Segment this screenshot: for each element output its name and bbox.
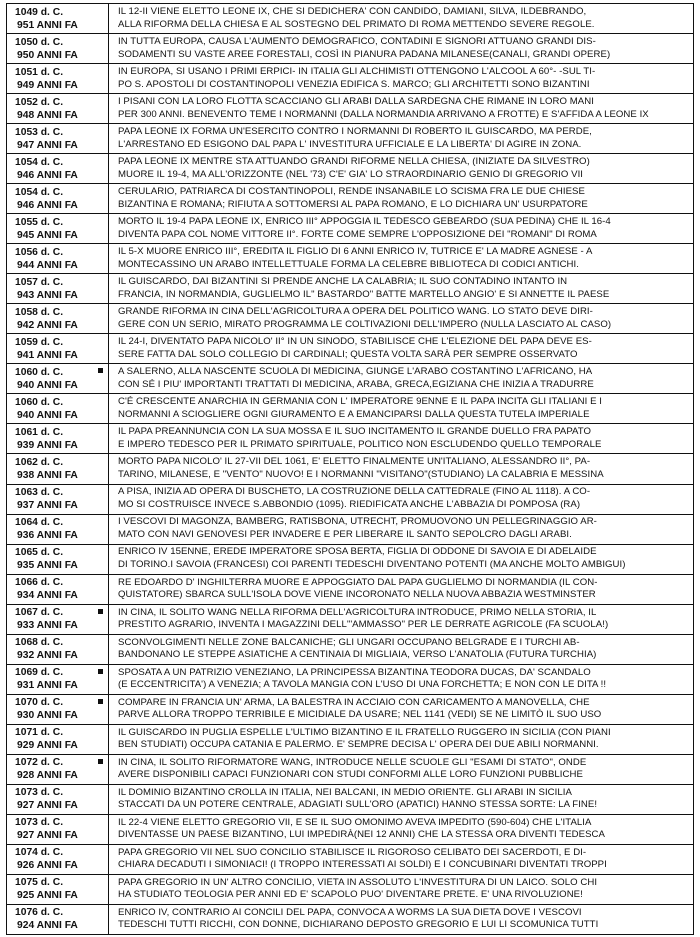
event-text	[109, 34, 693, 63]
years-ago-label: 939 ANNI FA	[17, 439, 78, 451]
date-cell	[7, 545, 109, 574]
year-label: 1076 d. C.	[15, 907, 64, 919]
year-label: 1049 d. C.	[15, 6, 64, 18]
chronology-table	[6, 3, 694, 935]
event-line: IL 12-II VIENE ELETTO LEONE IX, CHE SI DEDICHERA' CON CANDIDO, DAMIANI, SILVA, ILDEBRANDO,	[118, 5, 587, 17]
event-line: NORMANNI A SCIOGLIERE OGNI GIURAMENTO E A EMANCIPARSI DALLA QUESTA TUTELA IMPERIALE	[118, 408, 590, 420]
event-line: PAPA GREGORIO IN UN' ALTRO CONCILIO, VIETA IN ASSOLUTO L'INVESTITURA DI UN LAICO. SOLO CHI	[118, 876, 598, 888]
event-line: RE EDOARDO D' INGHILTERRA MUORE E APPOGGIATO DAL PAPA GUGLIELMO DI NORMANDIA (IL CON-	[118, 576, 598, 588]
year-label: 1063 d. C.	[15, 487, 64, 499]
date-cell	[7, 154, 109, 183]
event-text	[109, 244, 693, 273]
year-label: 1069 d. C.	[15, 667, 64, 679]
year-label: 1062 d. C.	[15, 456, 64, 468]
years-ago-label: 941 ANNI FA	[17, 349, 78, 361]
event-line: MO SI COSTRUISCE INVECE S.ABBONDIO (1095). RIEDIFICATA ANCHE L'ABBAZIA DI POMPOSA (RA)	[118, 499, 581, 511]
years-ago-label: 931 ANNI FA	[17, 680, 78, 692]
years-ago-label: 945 ANNI FA	[17, 229, 78, 241]
year-label: 1068 d. C.	[15, 637, 64, 649]
event-line: FRANCIA, IN NORMANDIA, GUGLIELMO IL" BASTARDO" BATTE MARTELLO ANGIO' E SI ANNETTE IL PAESE	[118, 288, 610, 300]
year-label: 1065 d. C.	[15, 547, 64, 559]
event-line: PER 300 ANNI. BENEVENTO TEME I NORMANNI (DALLA NORMANDIA ARRIVANO A FROTTE) E S'AFFIDA A LEONE IX	[118, 108, 649, 120]
years-ago-label: 948 ANNI FA	[17, 109, 78, 121]
event-text	[109, 785, 693, 814]
year-label: 1050 d. C.	[15, 36, 64, 48]
table-row	[7, 424, 693, 454]
event-text	[109, 184, 693, 213]
event-line: IN CINA, IL SOLITO RIFORMATORE WANG, INTRODUCE NELLE SCUOLE GLI "ESAMI DI STATO", ONDE	[118, 756, 587, 768]
event-line: IL GUISCARDO, DAI BIZANTINI SI PRENDE ANCHE LA CALABRIA; IL SUO CONTADINO INTANTO IN	[118, 276, 568, 288]
event-line: PAPA LEONE IX MENTRE STA ATTUANDO GRANDI RIFORME NELLA CHIESA, (INIZIATE DA SILVESTRO)	[118, 156, 590, 168]
year-label: 1073 d. C.	[15, 817, 64, 829]
event-line: MUORE IL 19-4, MA ALL'ORIZZONTE (NEL '73) C'E' GIA' LO STRAORDINARIO GENIO DI GREGORIO VII	[118, 168, 584, 180]
date-cell	[7, 304, 109, 333]
year-label: 1053 d. C.	[15, 126, 64, 138]
table-row	[7, 94, 693, 124]
date-cell	[7, 755, 109, 784]
date-cell	[7, 695, 109, 724]
year-label: 1064 d. C.	[15, 517, 64, 529]
event-line: IL GUISCARDO IN PUGLIA ESPELLE L'ULTIMO BIZANTINO E IL FRATELLO RUGGERO IN SICILIA (CON PIANI	[118, 726, 611, 738]
years-ago-label: 937 ANNI FA	[17, 500, 78, 512]
date-cell	[7, 785, 109, 814]
year-label: 1075 d. C.	[15, 877, 64, 889]
year-label: 1072 d. C.	[15, 757, 64, 769]
date-cell	[7, 424, 109, 453]
years-ago-label: 924 ANNI FA	[17, 920, 78, 932]
event-line: PARVE ALLORA TROPPO TERRIBILE E MICIDIALE DA USARE; NEL 1141 (VEDI) SE NE LIMITÒ IL SUO USO	[118, 709, 602, 721]
table-row	[7, 845, 693, 875]
event-line: BANDONANO LE STEPPE ASIATICHE A CENTINAIA DI MIGLIAIA, VERSO L'ANATOLIA (FUTURA TURCHIA)	[118, 649, 597, 661]
date-cell	[7, 605, 109, 634]
event-text	[109, 665, 693, 694]
event-line: HA STUDIATO TEOLOGIA PER ANNI ED E' SCAPOLO PUO' DIVENTARE PRETE. E' UNA RIVOLUZIONE!	[118, 889, 583, 901]
event-text	[109, 304, 693, 333]
table-row	[7, 4, 693, 34]
event-line: CHIARA DECADUTI I SIMONIACI! (I TROPPO INTERESSATI AI SOLDI) E I CONCUBINARI DIVENTATI TROPPI	[118, 859, 607, 871]
table-row	[7, 334, 693, 364]
date-cell	[7, 244, 109, 273]
table-row	[7, 214, 693, 244]
event-text	[109, 515, 693, 544]
years-ago-label: 950 ANNI FA	[17, 49, 78, 61]
years-ago-label: 927 ANNI FA	[17, 830, 78, 842]
event-text	[109, 154, 693, 183]
event-text	[109, 905, 693, 934]
years-ago-label: 946 ANNI FA	[17, 169, 78, 181]
year-label: 1070 d. C.	[15, 697, 64, 709]
event-line: GERE CON UN SERIO, MIRATO PROGRAMMA LE COLTIVAZIONI DELL'IMPERO (NULLA LASCIATO AL CASO)	[118, 318, 612, 330]
years-ago-label: 938 ANNI FA	[17, 469, 78, 481]
event-line: IL 24-I, DIVENTATO PAPA NICOLO' II° IN UN SINODO, STABILISCE CHE L'ELEZIONE DEL PAPA DEVE ES-	[118, 336, 592, 348]
event-line: SODAMENTI SU VASTE AREE FORESTALI, COSÌ IN PIANURA PADANA MILANESE(CANALI, GRANDI OPERE)	[118, 48, 611, 60]
years-ago-label: 925 ANNI FA	[17, 890, 78, 902]
year-label: 1052 d. C.	[15, 96, 64, 108]
event-line: L'ARRESTANO ED ESIGONO DAL PAPA L' INVESTITURA UFFICIALE E LA LIBERTA' DI AGIRE IN ZONA.	[118, 138, 582, 150]
event-text	[109, 4, 693, 33]
years-ago-label: 930 ANNI FA	[17, 710, 78, 722]
date-cell	[7, 845, 109, 874]
table-row	[7, 875, 693, 905]
event-text	[109, 545, 693, 574]
year-label: 1060 d. C.	[15, 366, 64, 378]
year-label: 1055 d. C.	[15, 216, 64, 228]
years-ago-label: 942 ANNI FA	[17, 319, 78, 331]
table-row	[7, 124, 693, 154]
event-line: I PISANI CON LA LORO FLOTTA SCACCIANO GLI ARABI DALLA SARDEGNA CHE RIMANE IN LORO MANI	[118, 96, 594, 108]
table-row	[7, 575, 693, 605]
year-label: 1067 d. C.	[15, 607, 64, 619]
event-line: PO S. APOSTOLI DI COSTANTINOPOLI VENEZIA EDIFICA S. MARCO; GLI ARCHITETTI SONO BIZANTINI	[118, 78, 590, 90]
date-cell	[7, 875, 109, 904]
year-label: 1058 d. C.	[15, 306, 64, 318]
event-text	[109, 875, 693, 904]
event-line: DI TORINO.I SAVOIA (FRANCESI) COI PARENTI TEDESCHI DIVENTANO POTENTI (MA ANCHE MOLTO AMBIGUI)	[118, 559, 626, 571]
date-cell	[7, 485, 109, 514]
date-cell	[7, 394, 109, 423]
table-row	[7, 454, 693, 484]
table-row	[7, 515, 693, 545]
event-text	[109, 695, 693, 724]
years-ago-label: 935 ANNI FA	[17, 560, 78, 572]
year-label: 1060 d. C.	[15, 396, 64, 408]
event-line: MORTO IL 19-4 PAPA LEONE IX, ENRICO III° APPOGGIA IL TEDESCO GEBEARDO (SUA PEDINA) CHE IL 16-4	[118, 216, 611, 228]
years-ago-label: 940 ANNI FA	[17, 409, 78, 421]
event-line: I VESCOVI DI MAGONZA, BAMBERG, RATISBONA, UTRECHT, PROMUOVONO UN PELLEGRINAGGIO AR-	[118, 516, 597, 528]
event-text	[109, 454, 693, 483]
table-row	[7, 815, 693, 845]
event-text	[109, 424, 693, 453]
event-line: SCONVOLGIMENTI NELLE ZONE BALCANICHE; GLI UNGARI OCCUPANO BELGRADE E I TURCHI AB-	[118, 636, 580, 648]
event-line: C'É CRESCENTE ANARCHIA IN GERMANIA CON L' IMPERATORE 9ENNE E IL PAPA INCITA GLI ITALIANI E I	[118, 396, 602, 408]
event-text	[109, 334, 693, 363]
square-bullet-icon	[98, 368, 103, 373]
years-ago-label: 944 ANNI FA	[17, 259, 78, 271]
date-cell	[7, 94, 109, 123]
table-row	[7, 394, 693, 424]
event-line: IL DOMINIO BIZANTINO CROLLA IN ITALIA, NEI BALCANI, IN MEDIO ORIENTE. GLI ARABI IN SICILIA	[118, 786, 572, 798]
table-row	[7, 364, 693, 394]
table-row	[7, 244, 693, 274]
date-cell	[7, 334, 109, 363]
event-line: BEN STUDIATI) OCCUPA CATANIA E PALERMO. E' SEMPRE DECISA L' OPERA DEI DUE ABILI NORMANNI.	[118, 739, 599, 751]
date-cell	[7, 34, 109, 63]
years-ago-label: 934 ANNI FA	[17, 590, 78, 602]
event-line: DIVENTA PAPA COL NOME VITTORE II°. FORTE COME SEMPRE L'OPPOSIZIONE DEI "ROMANI" DI ROMA	[118, 228, 597, 240]
event-line: SPOSATA A UN PATRIZIO VENEZIANO, LA PRINCIPESSA BIZANTINA TEODORA DUCAS, DA' SCANDALO	[118, 666, 591, 678]
event-line: QUISTATORE) SBARCA SULL'ISOLA DOVE VIENE INCORONATO NELLA NUOVA ABBAZIA WESTMINSTER	[118, 589, 596, 601]
table-row	[7, 545, 693, 575]
year-label: 1061 d. C.	[15, 426, 64, 438]
years-ago-label: 929 ANNI FA	[17, 740, 78, 752]
date-cell	[7, 575, 109, 604]
square-bullet-icon	[98, 759, 103, 764]
square-bullet-icon	[98, 669, 103, 674]
year-label: 1059 d. C.	[15, 336, 64, 348]
date-cell	[7, 815, 109, 844]
event-line: GRANDE RIFORMA IN CINA DELL'AGRICOLTURA A OPERA DEL POLITICO WANG. LO STATO DEVE DIRI-	[118, 306, 593, 318]
date-cell	[7, 635, 109, 664]
event-text	[109, 815, 693, 844]
years-ago-label: 927 ANNI FA	[17, 800, 78, 812]
year-label: 1074 d. C.	[15, 847, 64, 859]
table-row	[7, 184, 693, 214]
event-line: IN CINA, IL SOLITO WANG NELLA RIFORMA DELL'AGRICOLTURA INTRODUCE, PRIMO NELLA STORIA, IL	[118, 606, 597, 618]
event-line: PAPA GREGORIO VII NEL SUO CONCILIO STABILISCE IL RIGOROSO CELIBATO DEI SACERDOTI, E DI-	[118, 846, 587, 858]
table-row	[7, 725, 693, 755]
event-line: COMPARE IN FRANCIA UN' ARMA, LA BALESTRA IN ACCIAIO CON CARICAMENTO A MANOVELLA, CHE	[118, 696, 590, 708]
date-cell	[7, 725, 109, 754]
years-ago-label: 933 ANNI FA	[17, 620, 78, 632]
table-row	[7, 695, 693, 725]
date-cell	[7, 905, 109, 934]
year-label: 1054 d. C.	[15, 156, 64, 168]
table-row	[7, 304, 693, 334]
date-cell	[7, 515, 109, 544]
event-text	[109, 214, 693, 243]
event-line: PAPA LEONE IX FORMA UN'ESERCITO CONTRO I NORMANNI DI ROBERTO IL GUISCARDO, MA PERDE,	[118, 126, 592, 138]
event-line: IN EUROPA, SI USANO I PRIMI ERPICI- IN ITALIA GLI ALCHIMISTI OTTENGONO L'ALCOOL A 60°- -SUL TI-	[118, 65, 596, 77]
table-row	[7, 755, 693, 785]
event-line: STACCATI DA UN POTERE CENTRALE, ADAGIATI SULL'ORO (APATICI) HANNO STESSA SORTE: LA FINE!	[118, 799, 598, 811]
years-ago-label: 947 ANNI FA	[17, 139, 78, 151]
event-text	[109, 394, 693, 423]
event-text	[109, 575, 693, 604]
event-line: CERULARIO, PATRIARCA DI COSTANTINOPOLI, RENDE INSANABILE LO SCISMA FRA LE DUE CHIESE	[118, 186, 585, 198]
years-ago-label: 928 ANNI FA	[17, 770, 78, 782]
date-cell	[7, 64, 109, 93]
years-ago-label: 940 ANNI FA	[17, 379, 78, 391]
table-row	[7, 274, 693, 304]
year-label: 1054 d. C.	[15, 186, 64, 198]
event-text	[109, 94, 693, 123]
event-text	[109, 64, 693, 93]
date-cell	[7, 665, 109, 694]
event-line: ENRICO IV 15ENNE, EREDE IMPERATORE SPOSA BERTA, FIGLIA DI ODDONE DI SAVOIA E DI ADELAIDE	[118, 546, 597, 558]
date-cell	[7, 274, 109, 303]
table-row	[7, 905, 693, 934]
years-ago-label: 949 ANNI FA	[17, 79, 78, 91]
event-line: ENRICO IV, CONTRARIO AI CONCILI DEL PAPA, CONVOCA A WORMS LA SUA DIETA DOVE I VESCOVI	[118, 906, 582, 918]
years-ago-label: 946 ANNI FA	[17, 199, 78, 211]
date-cell	[7, 454, 109, 483]
year-label: 1066 d. C.	[15, 577, 64, 589]
years-ago-label: 926 ANNI FA	[17, 860, 78, 872]
event-line: BIZANTINA E ROMANA; RIFIUTA A SOTTOMERSI AL PAPA ROMANO, E LO DICHIARA UN' USURPATORE	[118, 198, 588, 210]
event-text	[109, 364, 693, 393]
year-label: 1051 d. C.	[15, 66, 64, 78]
table-row	[7, 665, 693, 695]
event-line: A PISA, INIZIA AD OPERA DI BUSCHETO, LA COSTRUZIONE DELLA CATTEDRALE (FINO AL 1118). A CO-	[118, 486, 591, 498]
year-label: 1073 d. C.	[15, 787, 64, 799]
event-text	[109, 755, 693, 784]
event-line: MONTECASSINO UN ARABO INTELLETTUALE FORMA LA CELEBRE BIBLIOTECA DI CODICI ANTICHI.	[118, 258, 579, 270]
event-line: DIVENTASSE UN PAESE BIZANTINO, LUI IMPEDIRÀ(NEI 12 ANNI) CHE LA STESSA ORA DIVENTI TEDESCA	[118, 829, 605, 841]
year-label: 1056 d. C.	[15, 246, 64, 258]
table-row	[7, 34, 693, 64]
date-cell	[7, 214, 109, 243]
event-line: ALLA RIFORMA DELLA CHIESA E AL SOSTEGNO DEL PRIMATO DI ROMA METTENDO SEVERE REGOLE.	[118, 18, 595, 30]
event-line: AVERE DISPONIBILI CAPACI FUNZIONARI CON STUDI CONFORMI ALLE LORO FUNZIONI PUBBLICHE	[118, 769, 583, 781]
table-row	[7, 635, 693, 665]
event-line: MATO CON NAVI GENOVESI PER INVADERE E PER LIBERARE IL SANTO SEPOLCRO DAGLI ARABI.	[118, 529, 572, 541]
event-text	[109, 635, 693, 664]
event-text	[109, 124, 693, 153]
date-cell	[7, 124, 109, 153]
event-line: CON SÉ I PIU' IMPORTANTI TRATTATI DI MEDICINA, ARABA, GRECA,EGIZIANA CHE INIZIA A TRADURRE	[118, 378, 594, 390]
table-row	[7, 64, 693, 94]
square-bullet-icon	[98, 699, 103, 704]
date-cell	[7, 4, 109, 33]
table-row	[7, 785, 693, 815]
event-text	[109, 725, 693, 754]
event-text	[109, 274, 693, 303]
event-line: E IMPERO TEDESCO PER IL PRIMATO SPIRITUALE, POLITICO NON ESCLUDENDO QUELLO TEMPORALE	[118, 438, 602, 450]
event-line: TARINO, MILANESE, E "VENTO" NUOVO! E I NORMANNI "VISITANO"(STUDIANO) LA CALABRIA E MESSINA	[118, 468, 604, 480]
event-line: (E ECCENTRICITA') A VENEZIA; A TAVOLA MANGIA CON L'USO DI UNA FORCHETTA; E NON CON LE DITA !!	[118, 679, 607, 691]
event-line: IL 5-X MUORE ENRICO III°, EREDITA IL FIGLIO DI 6 ANNI ENRICO IV, TUTRICE E' LA MADRE AGNESE - A	[118, 246, 593, 258]
table-row	[7, 154, 693, 184]
event-text	[109, 845, 693, 874]
years-ago-label: 951 ANNI FA	[17, 19, 78, 31]
year-label: 1071 d. C.	[15, 727, 64, 739]
years-ago-label: 936 ANNI FA	[17, 530, 78, 542]
years-ago-label: 943 ANNI FA	[17, 289, 78, 301]
date-cell	[7, 184, 109, 213]
event-line: A SALERNO, ALLA NASCENTE SCUOLA DI MEDICINA, GIUNGE L'ARABO COSTANTINO L'AFRICANO, HA	[118, 366, 593, 378]
event-line: SERE FATTA DAL SOLO COLLEGIO DI CARDINALI; QUESTA VOLTA SARÀ PER SEMPRE OSSERVATO	[118, 348, 578, 360]
date-cell	[7, 364, 109, 393]
years-ago-label: 932 ANNI FA	[17, 650, 78, 662]
event-text	[109, 605, 693, 634]
table-row	[7, 605, 693, 635]
event-line: TEDESCHI TUTTI RICCHI, CON DONNE, DICHIARANO DEPOSTO GREGORIO E LUI LI SCOMUNICA TUTTI	[118, 919, 599, 931]
year-label: 1057 d. C.	[15, 276, 64, 288]
event-line: MORTO PAPA NICOLO' IL 27-VII DEL 1061, E' ELETTO FINALMENTE UN'ITALIANO, ALESSANDRO II°, PA-	[118, 456, 591, 468]
event-line: IL 22-4 VIENE ELETTO GREGORIO VII, E SE IL SUO OMONIMO AVEVA IMPEDITO (590-604) CHE L'ITALIA	[118, 816, 592, 828]
event-line: IL PAPA PREANNUNCIA CON LA SUA MOSSA E IL SUO INCITAMENTO IL GRANDE DUELLO FRA PAPATO	[118, 426, 592, 438]
event-line: IN TUTTA EUROPA, CAUSA L'AUMENTO DEMOGRAFICO, CONTADINI E SIGNORI ATTUANO GRANDI DIS-	[118, 35, 596, 47]
square-bullet-icon	[98, 609, 103, 614]
table-row	[7, 485, 693, 515]
event-line: PRESTITO AGRARIO, INVENTA I MAGAZZINI DELL'"AMMASSO" PER LE DERRATE AGRICOLE (FA SCUOLA!)	[118, 619, 609, 631]
event-text	[109, 485, 693, 514]
